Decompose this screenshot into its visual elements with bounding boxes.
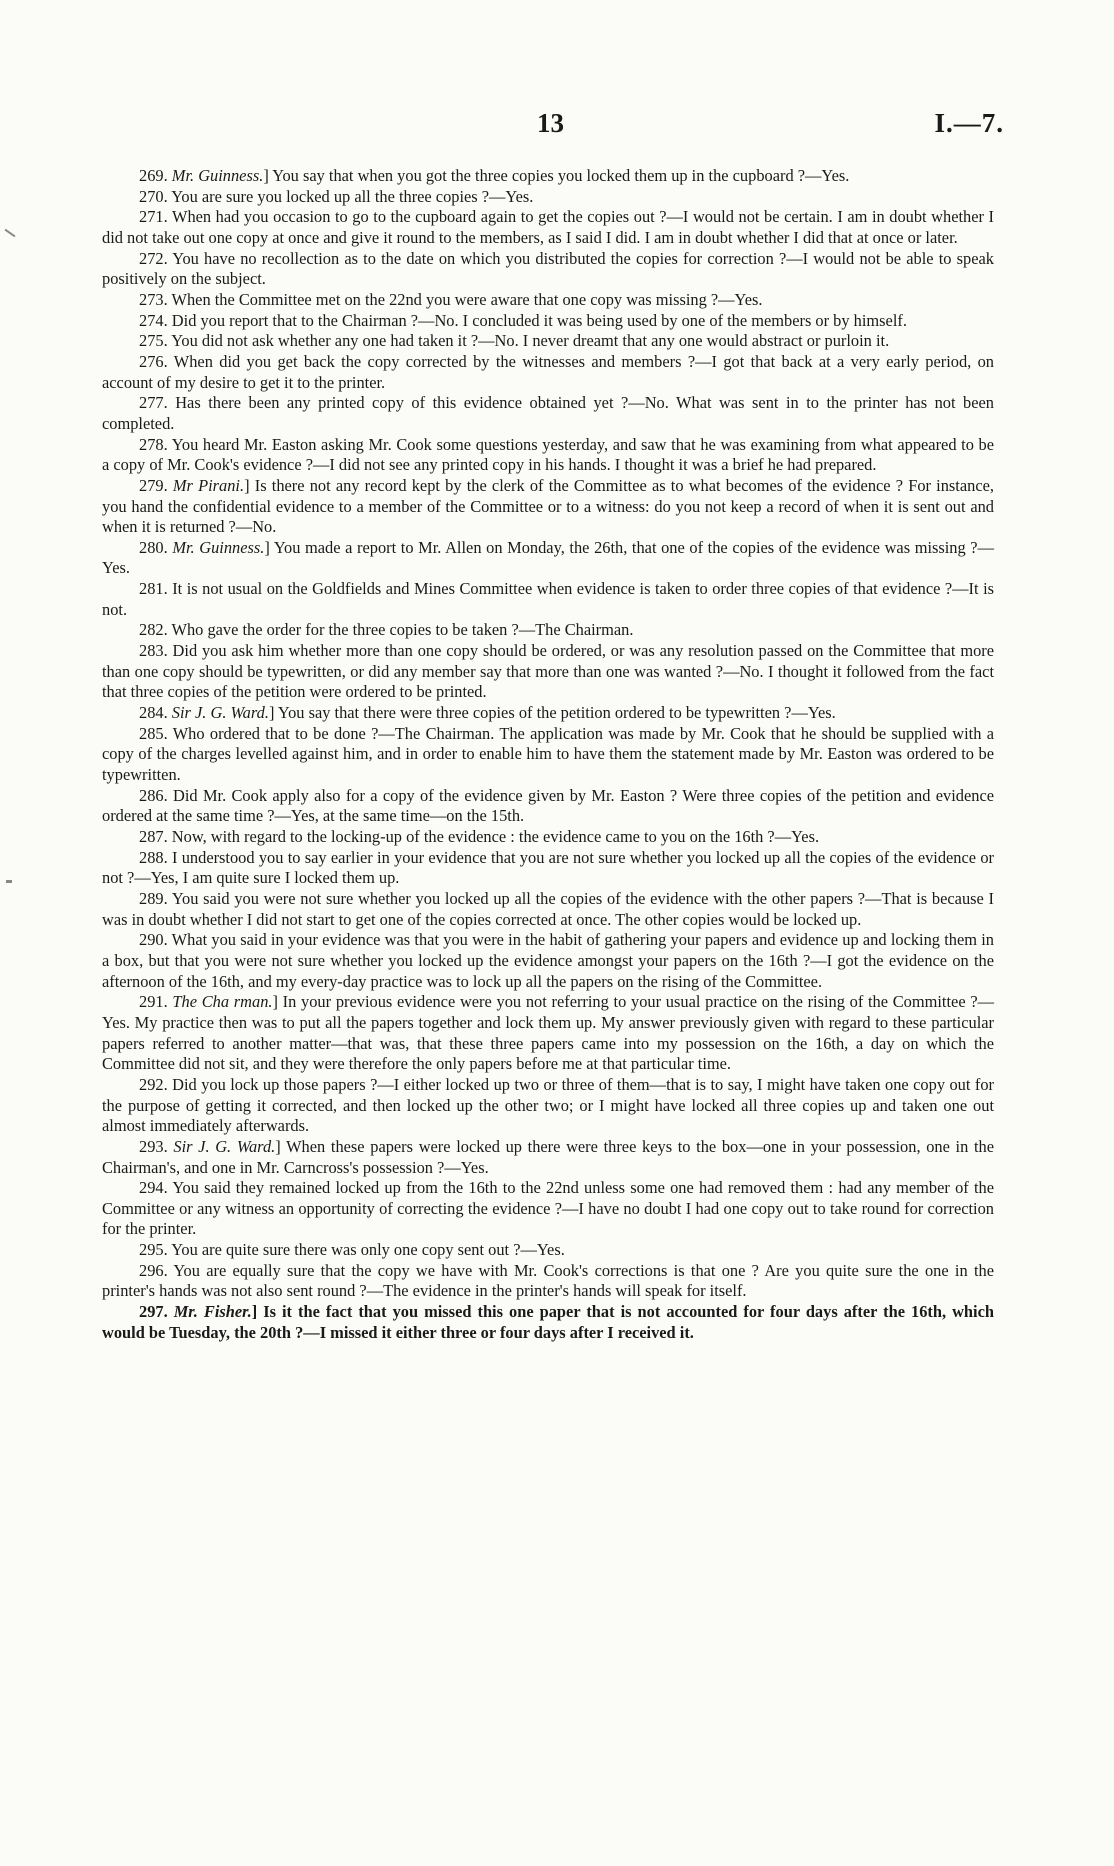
paragraph-text: When the Committee met on the 22nd you were aware that one copy was missing ?—Yes. [171,289,763,309]
speaker-name: The Cha rman. [172,992,273,1012]
testimony-paragraph [102,311,994,332]
testimony-paragraph [102,1261,994,1302]
question-number: 281. [139,579,168,599]
paragraph-text: ] Is it the fact that you missed this one paper that is not accounted for four days after the 16th, which would be Tuesday, the 20th ?—I missed it either three or four days after I received it. [102,1302,994,1342]
paragraph-text: ] Is there not any record kept by the clerk of the Committee as to what becomes of the evidence ? For instance, you hand the confidential evidence to a member of the Committee or to a witness: do you not keep a record of when it is sent out and when it is returned ?—No. [102,475,994,537]
testimony-paragraph [102,1302,994,1343]
question-number: 292. [139,1074,168,1094]
speaker-name: Sir J. G. Ward. [173,1136,276,1156]
speaker-name: Sir J. G. Ward. [171,703,269,723]
paragraph-text: ] You say that when you got the three copies you locked them up in the cupboard ?—Yes. [263,166,850,185]
speaker-name: Mr. Guinness. [172,537,265,557]
testimony-paragraph [102,435,994,476]
question-number: 284. [139,703,168,723]
question-number: 275. [139,331,168,351]
paragraph-text: Who ordered that to be done ?—The Chairman. The application was made by Mr. Cook that he should be supplied with a copy of the charges levelled against him, and in order to enable him to have them the statement made by Mr. Easton was ordered to be typewritten. [102,723,994,785]
paragraph-text: You are sure you locked up all the three copies ?—Yes. [171,186,534,206]
question-number: 289. [139,888,168,908]
testimony-paragraph [102,1137,994,1178]
testimony-paragraph [102,703,994,724]
question-number: 270. [139,186,168,206]
question-number: 278. [139,434,168,454]
question-number: 273. [139,289,168,309]
testimony-paragraph [102,827,994,848]
margin-mark [5,229,16,238]
testimony-paragraph [102,331,994,352]
testimony-paragraph [102,889,994,930]
testimony-paragraph [102,1178,994,1240]
testimony-paragraph [102,724,994,786]
question-number: 277. [139,393,168,413]
testimony-paragraph [102,992,994,1075]
testimony-paragraph [102,476,994,538]
margin-mark [6,880,12,883]
paragraph-text: What you said in your evidence was that you were in the habit of gathering your papers and evidence up and locking them in a box, but that you were not sure whether you locked up the evidence amongst your papers on the 16th ?—I got the evidence on the afternoon of the 16th, and my every-day practice was to lock up all the papers on the rising of the Committee. [102,930,995,991]
paragraph-text: You have no recollection as to the date on which you distributed the copies for correction ?—I would not be able to speak positively on the subject. [102,248,994,289]
testimony-paragraph [102,786,994,827]
question-number: 271. [139,207,168,227]
question-number: 291. [139,992,168,1012]
paragraph-text: ] You made a report to Mr. Allen on Monday, the 26th, that one of the copies of the evidence was missing ?—Yes. [102,537,994,578]
testimony-paragraph [102,538,994,579]
testimony-paragraph [102,930,994,992]
question-number: 288. [139,847,168,867]
question-number: 286. [139,785,168,805]
speaker-name: Mr. Guinness. [171,166,264,185]
question-number: 287. [139,827,168,846]
paragraph-text: You are equally sure that the copy we have with Mr. Cook's corrections is that one ? Are you quite sure the one in the printer's hands was not also sent round ?—The evidence in the printer's hands will speak for itself. [102,1260,994,1301]
paragraph-text: You did not ask whether any one had taken it ?—No. I never dreamt that any one would abstract or purloin it. [171,331,890,351]
paragraph-text: Now, with regard to the locking-up of the evidence : the evidence came to you on the 16th ?—Yes. [171,827,820,846]
question-number: 290. [139,930,168,950]
testimony-paragraph [102,848,994,889]
question-number: 285. [139,723,168,743]
paragraph-text: I understood you to say earlier in your evidence that you are not sure whether you locked up all the copies of the evidence or not ?—Yes, I am quite sure I locked them up. [102,847,994,888]
paragraph-text: Did you report that to the Chairman ?—No. I concluded it was being used by one of the members or by himself. [171,310,907,330]
speaker-name: Mr Pirani. [172,475,245,495]
page-header [0,108,1114,142]
testimony-paragraph [102,249,994,290]
question-number: 274. [139,310,168,330]
paragraph-text: You said they remained locked up from the 16th to the 22nd unless some one had removed them : had any member of the Committee or any witness an opportunity of correcting the evidence ?—I have no doubt I had one copy out to take round for correction for the printer. [102,1178,994,1239]
page-number: 13 [537,108,564,138]
testimony-paragraph [102,207,994,248]
question-number: 293. [139,1136,168,1156]
paragraph-text: Did you ask him whether more than one copy should be ordered, or was any resolution passed on the Committee that more than one copy should be typewritten, or did any member say that more than one was wanted ?—No. I thought it followed from the fact that three copies of the petition were ordered to be printed. [102,641,994,702]
paragraph-text: ] When these papers were locked up there were three keys to the box—one in your possession, one in the Chairman's, and one in Mr. Carncross's possession ?—Yes. [102,1136,995,1177]
question-number: 279. [139,475,168,495]
testimony-paragraph [102,620,994,641]
paragraph-text: You said you were not sure whether you locked up all the copies of the evidence with the other papers ?—That is because I was in doubt whether I did not start to get one of the copies corrected at once. The other copies would be locked up. [102,888,994,929]
question-number: 297. [139,1302,168,1322]
paragraph-text: When did you get back the copy corrected by the witnesses and members ?—I got that back at a very early period, on account of my desire to get it to the printer. [102,351,994,392]
testimony-paragraph [102,352,994,393]
testimony-paragraph [102,1240,994,1261]
paragraph-text: You heard Mr. Easton asking Mr. Cook some questions yesterday, and saw that he was examining from what appeared to be a copy of Mr. Cook's evidence ?—I did not see any printed copy in his hands. I thought it was a brief he had prepared. [102,434,994,475]
testimony-paragraph [102,1075,994,1137]
paragraph-text: You are quite sure there was only one copy sent out ?—Yes. [171,1240,565,1260]
paragraph-text: ] You say that there were three copies of the petition ordered to be typewritten ?—Yes. [268,703,836,723]
question-number: 294. [139,1178,168,1198]
question-number: 296. [139,1260,168,1280]
question-number: 282. [139,620,168,640]
paragraph-text: ] In your previous evidence were you not referring to your usual practice on the rising of the Committee ?—Yes. My practice then was to put all the papers together and lock them up. My answer previously given with regard to these particular papers referred to another matter—that was, that these three papers came into my possession on the 16th, a day on which the Committee did not sit, and they were therefore the only papers before me at that particular time. [102,992,994,1074]
speaker-name: Mr. Fisher. [173,1302,252,1322]
paragraph-text: When had you occasion to go to the cupboard again to get the copies out ?—I would not be certain. I am in doubt whether I did not take out one copy at once and give it round to the members, as I said I did. I am in doubt whether I did that at once or later. [102,207,994,247]
question-number: 269. [139,166,168,185]
question-number: 276. [139,351,168,371]
paragraph-text: It is not usual on the Goldfields and Mines Committee when evidence is taken to order three copies of that evidence ?—It is not. [102,579,995,619]
paragraph-text: Did you lock up those papers ?—I either locked up two or three of them—that is to say, I might have taken one copy out for the purpose of getting it corrected, and then locked up the other two; or I might have locked all three copies up and taken one out almost immediately afterwards. [102,1074,994,1136]
question-number: 295. [139,1240,168,1260]
paragraph-text: Has there been any printed copy of this evidence obtained yet ?—No. What was sent in to the printer has not been completed. [102,393,994,433]
testimony-paragraph [102,187,994,208]
question-number: 272. [139,248,168,268]
document-reference: I.—7. [934,108,1004,138]
question-number: 280. [139,537,168,557]
testimony-body [102,166,994,1343]
paragraph-text: Did Mr. Cook apply also for a copy of the evidence given by Mr. Easton ? Were three copies of the petition and evidence ordered at the same time ?—Yes, at the same time—on the 15th. [102,785,994,826]
testimony-paragraph [102,166,994,187]
testimony-paragraph [102,393,994,434]
paragraph-text: Who gave the order for the three copies to be taken ?—The Chairman. [171,620,634,640]
question-number: 283. [139,641,168,661]
testimony-paragraph [102,641,994,703]
testimony-paragraph [102,579,994,620]
testimony-paragraph [102,290,994,311]
